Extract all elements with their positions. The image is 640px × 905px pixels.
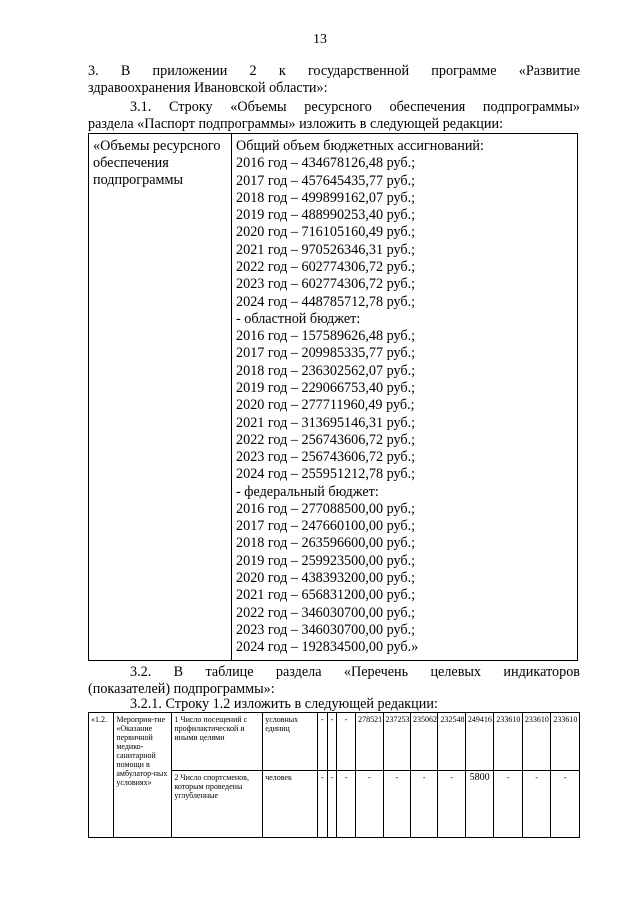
value-cell: - bbox=[383, 771, 410, 838]
value-cell: 237253 bbox=[383, 713, 410, 771]
budget-line: 2024 год – 448785712,78 руб.; bbox=[236, 293, 416, 310]
budget-line: 2017 год – 457645435,77 руб.; bbox=[236, 172, 416, 189]
indicator-unit: человек bbox=[263, 771, 318, 838]
value-cell: - bbox=[327, 713, 337, 771]
value-cell: - bbox=[318, 713, 328, 771]
budget-line: 2017 год – 209985335,77 руб.; bbox=[236, 345, 416, 362]
budget-line: 2018 год – 263596600,00 руб.; bbox=[236, 535, 416, 552]
section-3-1-line-1: 3.1. Строку «Объемы ресурсного обеспечения подпрограммы» bbox=[130, 99, 580, 115]
budget-line: 2022 год – 256743606,72 руб.; bbox=[236, 431, 416, 448]
value-cell: - bbox=[494, 771, 523, 838]
value-cell: 232548 bbox=[438, 713, 465, 771]
value-cell: - bbox=[411, 771, 438, 838]
budget-line: 2019 год – 229066753,40 руб.; bbox=[236, 379, 416, 396]
budget-line: - федеральный бюджет: bbox=[236, 483, 379, 500]
page-number: 13 bbox=[313, 32, 327, 47]
value-cell: 233610 bbox=[551, 713, 580, 771]
value-cell: - bbox=[318, 771, 328, 838]
budget-line: 2024 год – 255951212,78 руб.; bbox=[236, 466, 416, 483]
value-cell: - bbox=[327, 771, 337, 838]
budget-line: 2017 год – 247660100,00 руб.; bbox=[236, 518, 416, 535]
section-3-1-line-2: раздела «Паспорт подпрограммы» изложить в следующей редакции: bbox=[88, 116, 504, 132]
budget-line: 2022 год – 346030700,00 руб.; bbox=[236, 604, 416, 621]
event-name: Мероприя-тие «Оказание первичной медико-санитарной помощи в амбулатор-ных условиях» bbox=[114, 713, 172, 838]
value-cell: 235062 bbox=[411, 713, 438, 771]
label-line: «Объемы ресурсного bbox=[93, 138, 221, 154]
resource-table-label bbox=[93, 138, 229, 189]
section-3-line-1: 3. В приложении 2 к государственной программе «Развитие bbox=[88, 63, 580, 79]
budget-line: Общий объем бюджетных ассигнований: bbox=[236, 138, 484, 154]
label-line: обеспечения bbox=[93, 155, 169, 171]
budget-line: 2016 год – 434678126,48 руб.; bbox=[236, 155, 416, 172]
indicator-name: 2 Число спортсменов, которым проведены углубленные bbox=[172, 771, 263, 838]
value-cell: - bbox=[438, 771, 465, 838]
budget-line: - областной бюджет: bbox=[236, 310, 361, 327]
value-cell: 249416 bbox=[465, 713, 494, 771]
budget-line: 2021 год – 313695146,31 руб.; bbox=[236, 414, 416, 431]
budget-line: 2019 год – 259923500,00 руб.; bbox=[236, 552, 416, 569]
budget-line: 2020 год – 277711960,49 руб.; bbox=[236, 397, 415, 414]
resource-table-divider bbox=[231, 134, 232, 660]
section-3-2-1: 3.2.1. Строку 1.2 изложить в следующей редакции: bbox=[130, 696, 438, 712]
resource-table-values bbox=[236, 138, 576, 656]
indicators-table bbox=[88, 712, 580, 838]
section-3-2-line-1: 3.2. В таблице раздела «Перечень целевых индикаторов bbox=[130, 664, 580, 680]
budget-line: 2020 год – 716105160,49 руб.; bbox=[236, 224, 416, 241]
value-cell: 233610 bbox=[522, 713, 551, 771]
value-cell: - bbox=[356, 771, 383, 838]
budget-line: 2021 год – 656831200,00 руб.; bbox=[236, 587, 416, 604]
value-cell: - bbox=[522, 771, 551, 838]
budget-line: 2022 год – 602774306,72 руб.; bbox=[236, 258, 416, 275]
budget-line: 2018 год – 236302562,07 руб.; bbox=[236, 362, 416, 379]
value-cell: 278521 bbox=[356, 713, 383, 771]
budget-line: 2023 год – 346030700,00 руб.; bbox=[236, 621, 416, 638]
value-cell: 5800 bbox=[465, 771, 494, 838]
value-cell: - bbox=[337, 771, 356, 838]
value-cell: - bbox=[337, 713, 356, 771]
value-cell: - bbox=[551, 771, 580, 838]
budget-line: 2016 год – 277088500,00 руб.; bbox=[236, 500, 416, 517]
indicator-unit: условных единиц bbox=[263, 713, 318, 771]
section-3-line-2: здравоохранения Ивановской области»: bbox=[88, 80, 328, 96]
budget-line: 2018 год – 499899162,07 руб.; bbox=[236, 189, 416, 206]
label-line: подпрограммы bbox=[93, 172, 183, 188]
indicator-name: 1 Число посещений с профилактической и иными целями bbox=[172, 713, 263, 771]
budget-line: 2016 год – 157589626,48 руб.; bbox=[236, 328, 416, 345]
row-number: «1.2. bbox=[89, 713, 114, 838]
budget-line: 2023 год – 256743606,72 руб.; bbox=[236, 449, 416, 466]
budget-line: 2021 год – 970526346,31 руб.; bbox=[236, 241, 416, 258]
table-row bbox=[89, 713, 580, 771]
resource-table bbox=[88, 133, 578, 661]
budget-line: 2019 год – 488990253,40 руб.; bbox=[236, 207, 416, 224]
value-cell: 233610 bbox=[494, 713, 523, 771]
budget-line: 2023 год – 602774306,72 руб.; bbox=[236, 276, 416, 293]
section-3-2-line-2: (показателей) подпрограммы»: bbox=[88, 681, 275, 697]
budget-line: 2020 год – 438393200,00 руб.; bbox=[236, 570, 416, 587]
budget-line: 2024 год – 192834500,00 руб.» bbox=[236, 639, 419, 656]
